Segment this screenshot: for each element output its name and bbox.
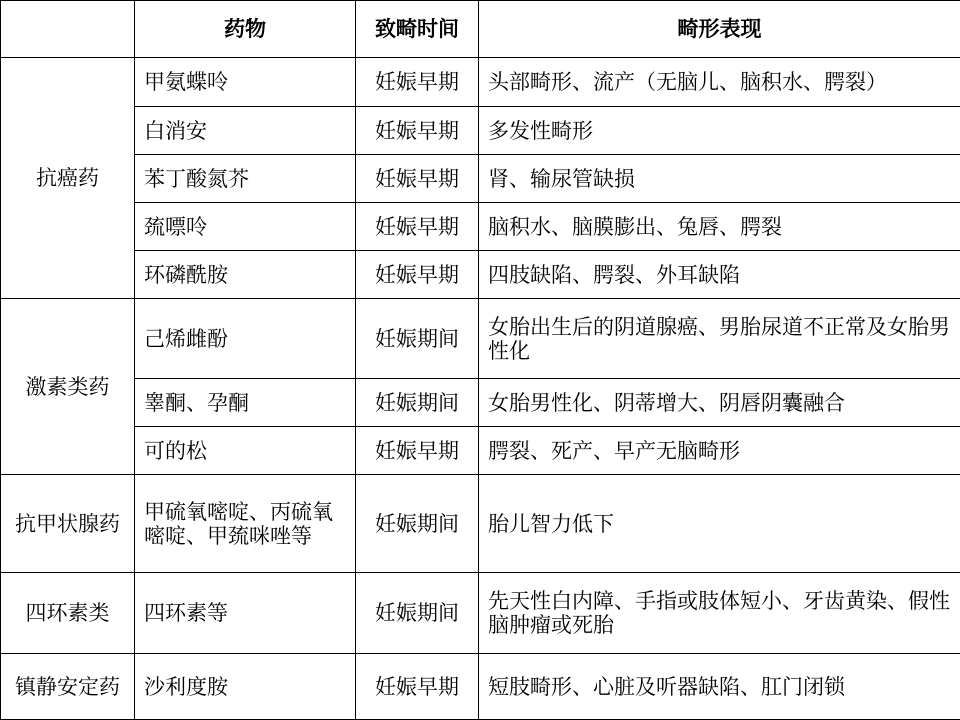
- drug-cell: 沙利度胺: [135, 654, 356, 720]
- table-row: [1, 573, 960, 654]
- time-cell: 妊娠早期: [356, 203, 479, 251]
- header-effect: 畸形表现: [479, 1, 960, 58]
- effect-cell: 四肢缺陷、腭裂、外耳缺陷: [479, 251, 960, 299]
- drug-cell: 甲硫氧嘧啶、丙硫氧嘧啶、甲巯咪唑等: [135, 475, 356, 573]
- category-cell: 激素类药: [1, 299, 135, 475]
- table-row: [1, 251, 960, 299]
- table-row: [1, 475, 960, 573]
- effect-cell: 头部畸形、流产（无脑儿、脑积水、腭裂）: [479, 58, 960, 107]
- effect-cell: 肾、输尿管缺损: [479, 155, 960, 203]
- effect-cell: 女胎出生后的阴道腺癌、男胎尿道不正常及女胎男性化: [479, 299, 960, 379]
- time-cell: 妊娠早期: [356, 58, 479, 107]
- time-cell: 妊娠早期: [356, 155, 479, 203]
- time-cell: 妊娠期间: [356, 379, 479, 427]
- time-cell: 妊娠期间: [356, 299, 479, 379]
- time-cell: 妊娠早期: [356, 427, 479, 475]
- drug-cell: 巯嘌呤: [135, 203, 356, 251]
- effect-cell: 女胎男性化、阴蒂增大、阴唇阴囊融合: [479, 379, 960, 427]
- drug-cell: 四环素等: [135, 573, 356, 654]
- effect-cell: 脑积水、脑膜膨出、兔唇、腭裂: [479, 203, 960, 251]
- effect-cell: 先天性白内障、手指或肢体短小、牙齿黄染、假性脑肿瘤或死胎: [479, 573, 960, 654]
- table-row: [1, 58, 960, 107]
- table-row: [1, 654, 960, 720]
- drug-cell: 甲氨蝶呤: [135, 58, 356, 107]
- header-drug: 药物: [135, 1, 356, 58]
- category-cell: 抗甲状腺药: [1, 475, 135, 573]
- time-cell: 妊娠早期: [356, 654, 479, 720]
- effect-cell: 胎儿智力低下: [479, 475, 960, 573]
- header-category: [1, 1, 135, 58]
- header-time: 致畸时间: [356, 1, 479, 58]
- drug-cell: 可的松: [135, 427, 356, 475]
- category-cell: 镇静安定药: [1, 654, 135, 720]
- category-cell: 抗癌药: [1, 58, 135, 299]
- table-row: [1, 155, 960, 203]
- table-row: [1, 427, 960, 475]
- category-cell: 四环素类: [1, 573, 135, 654]
- effect-cell: 短肢畸形、心脏及听器缺陷、肛门闭锁: [479, 654, 960, 720]
- drug-cell: 环磷酰胺: [135, 251, 356, 299]
- drug-cell: 苯丁酸氮芥: [135, 155, 356, 203]
- header-row: [1, 1, 960, 58]
- drug-cell: 睾酮、孕酮: [135, 379, 356, 427]
- table-row: [1, 299, 960, 379]
- time-cell: 妊娠期间: [356, 475, 479, 573]
- effect-cell: 多发性畸形: [479, 107, 960, 155]
- time-cell: 妊娠早期: [356, 107, 479, 155]
- drug-cell: 己烯雌酚: [135, 299, 356, 379]
- table-row: [1, 379, 960, 427]
- table-row: [1, 107, 960, 155]
- time-cell: 妊娠期间: [356, 573, 479, 654]
- drug-cell: 白消安: [135, 107, 356, 155]
- table-row: [1, 203, 960, 251]
- effect-cell: 腭裂、死产、早产无脑畸形: [479, 427, 960, 475]
- time-cell: 妊娠早期: [356, 251, 479, 299]
